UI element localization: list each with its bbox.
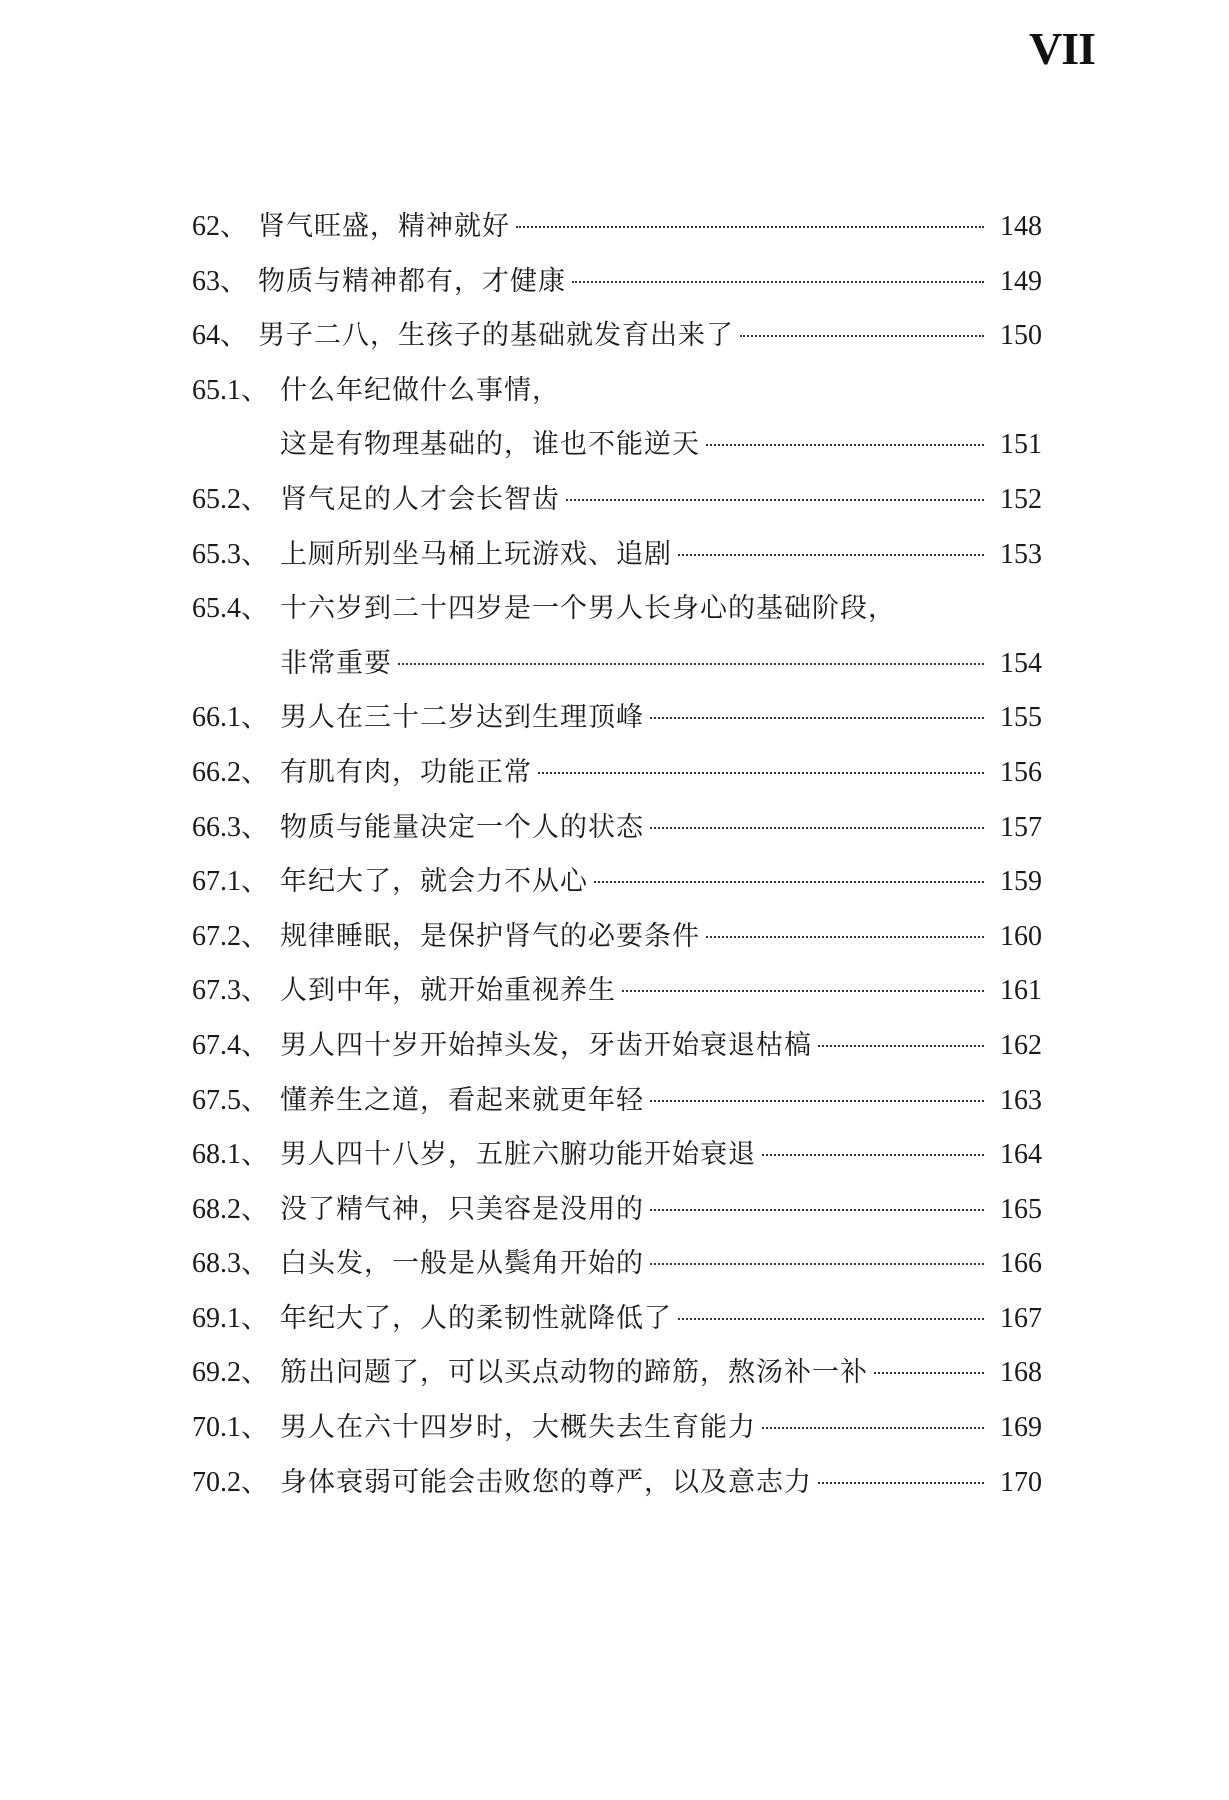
entry-title: 身体衰弱可能会击败您的尊严，以及意志力: [280, 1466, 812, 1498]
entry-number: 65.2、: [192, 483, 270, 515]
entry-page: 165: [1000, 1193, 1042, 1225]
entry-page: 160: [1000, 920, 1042, 952]
dot-leader: [594, 881, 984, 883]
entry-number: 64、: [192, 320, 249, 352]
entry-page: 156: [1000, 756, 1042, 788]
dot-leader: [706, 444, 984, 446]
dot-leader: [762, 1154, 984, 1156]
entry-number: 68.1、: [192, 1139, 270, 1171]
entry-page: 152: [1000, 483, 1042, 515]
entry-page: 148: [1000, 211, 1042, 242]
toc-entry: [192, 528, 1042, 583]
entry-number: 63、: [192, 265, 249, 297]
entry-title-continued: 非常重要: [280, 647, 392, 679]
toc-entry: [192, 364, 1042, 473]
entry-title-continued: 这是有物理基础的，谁也不能逆天: [280, 429, 700, 461]
dot-leader: [650, 1209, 984, 1211]
entry-page: 150: [1000, 320, 1042, 352]
entry-title: 男人四十岁开始掉头发，牙齿开始衰退枯槁: [280, 1029, 812, 1061]
entry-number: 69.1、: [192, 1302, 270, 1334]
dot-leader: [706, 936, 984, 938]
toc-entry: [192, 1292, 1042, 1347]
entry-title: 懂养生之道，看起来就更年轻: [280, 1084, 644, 1116]
entry-number: 70.1、: [192, 1412, 270, 1444]
dot-leader: [740, 335, 984, 337]
entry-title: 年纪大了，就会力不从心: [280, 866, 588, 898]
entry-number: 67.5、: [192, 1084, 270, 1116]
entry-page: 163: [1000, 1084, 1042, 1116]
entry-page: 164: [1000, 1139, 1042, 1171]
table-of-contents: [192, 200, 1042, 1510]
toc-entry: [192, 1401, 1042, 1456]
entry-title: 男人在三十二岁达到生理顶峰: [280, 702, 644, 734]
dot-leader: [650, 827, 984, 829]
toc-entry: [192, 801, 1042, 856]
entry-number: 67.2、: [192, 920, 270, 952]
entry-number: 68.3、: [192, 1248, 270, 1280]
entry-number: 67.1、: [192, 866, 270, 898]
entry-title: 规律睡眠，是保护肾气的必要条件: [280, 920, 700, 952]
entry-number: 66.2、: [192, 756, 270, 788]
entry-number: 62、: [192, 211, 249, 242]
entry-title: 没了精气神，只美容是没用的: [280, 1193, 644, 1225]
toc-entry: [192, 746, 1042, 801]
entry-page: 168: [1000, 1357, 1042, 1389]
entry-page: 157: [1000, 811, 1042, 843]
entry-page: 161: [1000, 975, 1042, 1007]
dot-leader: [650, 1263, 984, 1265]
entry-number: 65.3、: [192, 538, 270, 570]
toc-entry: [192, 255, 1042, 310]
entry-page: 166: [1000, 1248, 1042, 1280]
dot-leader: [538, 772, 984, 774]
entry-title: 什么年纪做什么事情，: [280, 374, 560, 406]
entry-title: 肾气足的人才会长智齿: [280, 483, 560, 515]
dot-leader: [678, 1318, 984, 1320]
entry-number: 66.1、: [192, 702, 270, 734]
toc-entry: [192, 1128, 1042, 1183]
entry-page: 154: [1000, 647, 1042, 679]
entry-number: 65.4、: [192, 593, 270, 625]
entry-page: 170: [1000, 1466, 1042, 1498]
entry-title: 有肌有肉，功能正常: [280, 756, 532, 788]
entry-number: 65.1、: [192, 374, 270, 406]
entry-page: 151: [1000, 429, 1042, 461]
toc-entry: [192, 309, 1042, 364]
toc-entry: [192, 1074, 1042, 1129]
toc-entry: [192, 1019, 1042, 1074]
dot-leader: [516, 226, 984, 228]
entry-title: 肾气旺盛，精神就好: [258, 211, 510, 242]
toc-entry: [192, 964, 1042, 1019]
toc-entry: [192, 473, 1042, 528]
entry-title: 男子二八，生孩子的基础就发育出来了: [258, 320, 734, 352]
entry-page: 169: [1000, 1412, 1042, 1444]
entry-title: 十六岁到二十四岁是一个男人长身心的基础阶段，: [280, 593, 896, 625]
dot-leader: [650, 1100, 984, 1102]
entry-page: 162: [1000, 1029, 1042, 1061]
toc-entry: [192, 855, 1042, 910]
entry-title: 物质与精神都有，才健康: [258, 265, 566, 297]
toc-entry: [192, 1237, 1042, 1292]
dot-leader: [678, 554, 984, 556]
entry-title: 男人在六十四岁时，大概失去生育能力: [280, 1412, 756, 1444]
toc-entry: [192, 582, 1042, 691]
entry-title: 男人四十八岁，五脏六腑功能开始衰退: [280, 1139, 756, 1171]
entry-page: 167: [1000, 1302, 1042, 1334]
entry-title: 上厕所别坐马桶上玩游戏、追剧: [280, 538, 672, 570]
page-number: VII: [1028, 23, 1095, 74]
entry-number: 70.2、: [192, 1466, 270, 1498]
entry-title: 物质与能量决定一个人的状态: [280, 811, 644, 843]
toc-entry: [192, 200, 1042, 255]
entry-title: 白头发，一般是从鬓角开始的: [280, 1248, 644, 1280]
entry-page: 155: [1000, 702, 1042, 734]
entry-number: 67.3、: [192, 975, 270, 1007]
entry-title: 人到中年，就开始重视养生: [280, 975, 616, 1007]
toc-entry: [192, 1456, 1042, 1511]
toc-entry: [192, 691, 1042, 746]
entry-number: 69.2、: [192, 1357, 270, 1389]
toc-entry: [192, 1183, 1042, 1238]
toc-entry: [192, 910, 1042, 965]
dot-leader: [762, 1427, 984, 1429]
dot-leader: [622, 990, 984, 992]
entry-number: 68.2、: [192, 1193, 270, 1225]
toc-entry: [192, 1346, 1042, 1401]
entry-page: 159: [1000, 866, 1042, 898]
dot-leader: [566, 499, 984, 501]
dot-leader: [818, 1045, 984, 1047]
entry-number: 67.4、: [192, 1029, 270, 1061]
dot-leader: [398, 663, 984, 665]
entry-page: 149: [1000, 265, 1042, 297]
dot-leader: [650, 717, 984, 719]
entry-title: 年纪大了，人的柔韧性就降低了: [280, 1302, 672, 1334]
dot-leader: [874, 1372, 984, 1374]
entry-page: 153: [1000, 538, 1042, 570]
dot-leader: [818, 1482, 984, 1484]
dot-leader: [572, 281, 984, 283]
entry-title: 筋出问题了，可以买点动物的蹄筋，熬汤补一补: [280, 1357, 868, 1389]
entry-number: 66.3、: [192, 811, 270, 843]
